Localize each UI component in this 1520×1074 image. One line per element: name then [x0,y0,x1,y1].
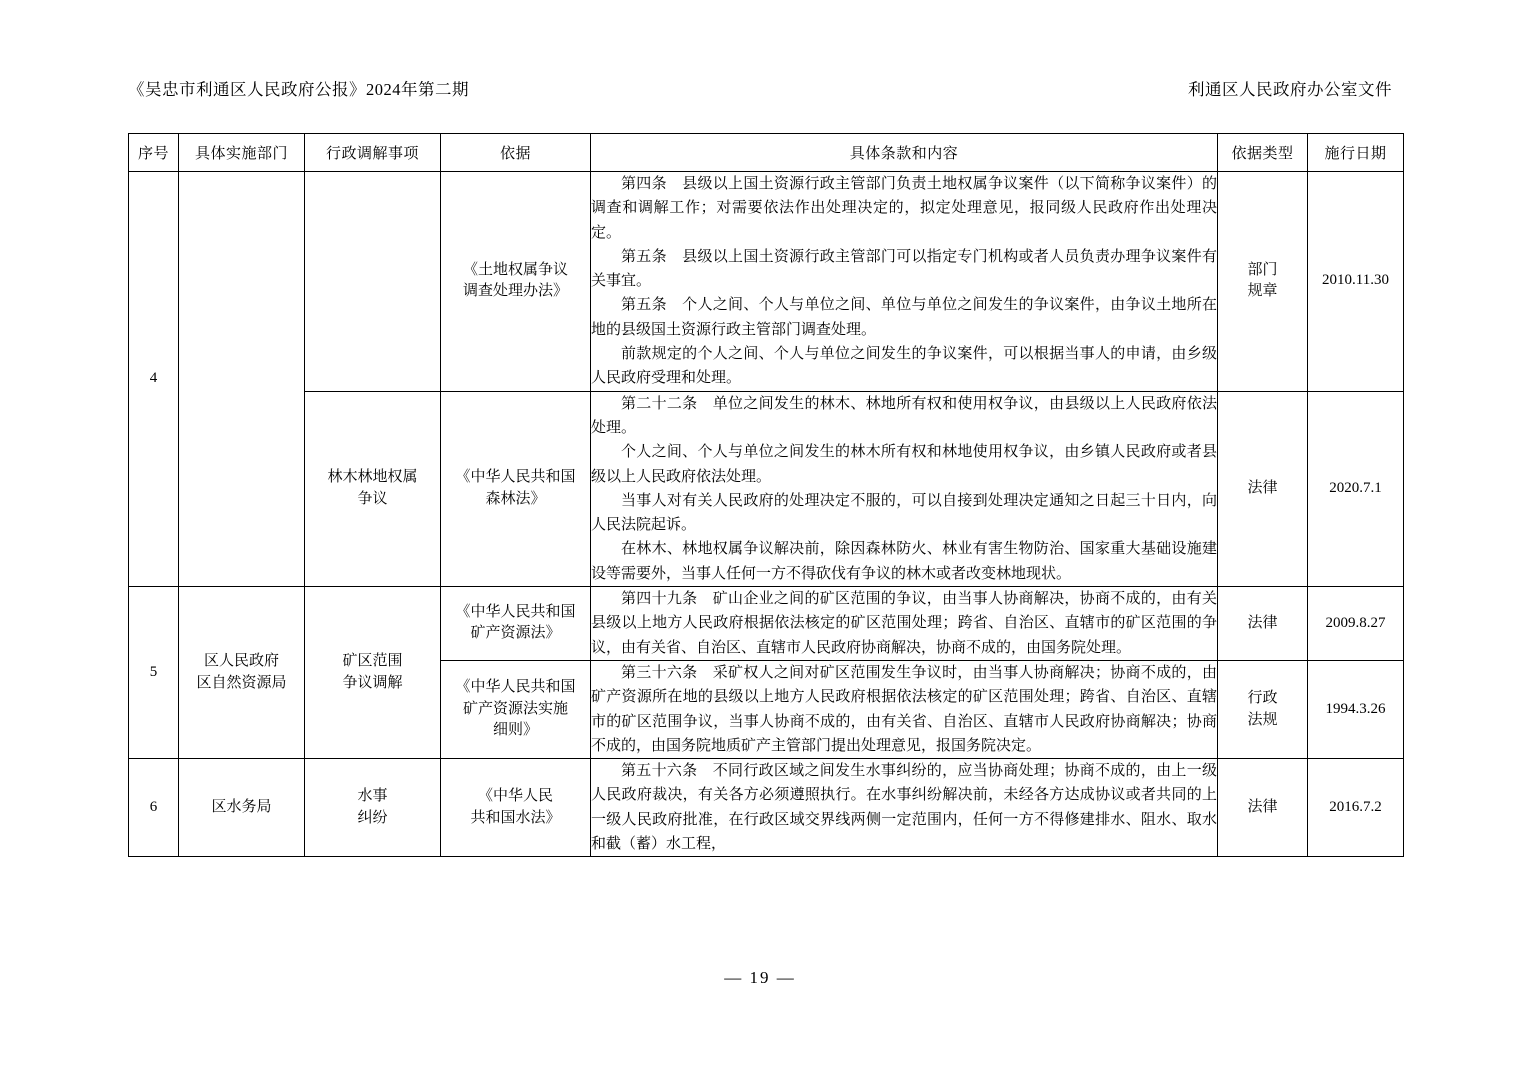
matter-line-1: 水事 [357,787,388,804]
cell-basis [441,172,591,392]
cell-content [591,660,1218,758]
department-line-1: 区人民政府 [203,652,279,669]
matter-line-2: 纠纷 [357,809,388,826]
basis-line-1: 《中华人民共和国 [455,603,576,620]
content-paragraph: 第三十六条 采矿权人之间对矿区范围发生争议时，由当事人协商解决；协商不成的，由矿产资源所在地的县级以上地方人民政府根据依法核定的矿区范围处理；跨省、自治区、直辖市的矿区范围争议，当事人协商不成的，由有关省、自治区、直辖市人民政府协商解决；协商不成的，由国务院地质矿产主管部门提出处理意见，报国务院决定。 [591,664,1217,754]
basis-line-2: 矿产资源法》 [470,625,561,642]
cell-effective-date: 2010.11.30 [1308,172,1404,392]
page-footer [0,968,1520,988]
basis-type-line-2: 法规 [1247,711,1278,728]
basis-type-line-1: 行政 [1247,689,1278,706]
cell-matter [305,172,441,392]
cell-basis [441,391,591,586]
basis-type-line-2: 规章 [1247,283,1278,300]
cell-content [591,391,1218,586]
table-row [129,587,1404,661]
cell-basis [441,660,591,758]
table-row [129,759,1404,857]
cell-effective-date: 2016.7.2 [1308,759,1404,857]
column-header-basis: 依据 [441,134,591,172]
matter-line-2: 争议调解 [342,674,403,691]
header-right-title: 利通区人民政府办公室文件 [1188,80,1392,99]
matter-line-1: 矿区范围 [342,652,403,669]
basis-line-2: 调查处理办法》 [462,283,568,300]
cell-basis-type: 法律 [1218,391,1308,586]
matter-line-2: 争议 [357,490,388,507]
cell-seq: 4 [129,172,179,587]
content-paragraph: 前款规定的个人之间、个人与单位之间发生的争议案件，可以根据当事人的申请，由乡级人民政府受理和处理。 [591,346,1217,387]
cell-department: 区水务局 [179,759,305,857]
cell-basis-type [1218,172,1308,392]
column-header-effective-date: 施行日期 [1308,134,1404,172]
basis-line-1: 《中华人民 [477,787,553,804]
cell-effective-date: 2009.8.27 [1308,587,1404,661]
table-row [129,391,1404,586]
column-header-content: 具体条款和内容 [591,134,1218,172]
header-left-title: 《吴忠市利通区人民政府公报》2024年第二期 [128,80,469,99]
content-paragraph: 第五条 县级以上国土资源行政主管部门可以指定专门机构或者人员负责办理争议案件有关事宜。 [591,248,1217,290]
basis-line-1: 《中华人民共和国 [455,469,576,486]
content-paragraph: 在林木、林地权属争议解决前，除因森林防火、林业有害生物防治、国家重大基础设施建设等需要外，当事人任何一方不得砍伐有争议的林木或者改变林地现状。 [591,541,1217,582]
cell-basis-type: 法律 [1218,587,1308,661]
content-paragraph: 当事人对有关人民政府的处理决定不服的，可以自接到处理决定通知之日起三十日内，向人民法院起诉。 [591,492,1217,534]
content-paragraph: 第五十六条 不同行政区域之间发生水事纠纷的，应当协商处理；协商不成的，由上一级人民政府裁决，有关各方必须遵照执行。在水事纠纷解决前，未经各方达成协议或者共同的上一级人民政府批准，在行政区域交界线两侧一定范围内，任何一方不得修建排水、阻水、取水和截（蓄）水工程， [591,763,1217,853]
page-header [128,76,1392,100]
basis-line-2: 矿产资源法实施 [462,700,568,717]
cell-matter [305,587,441,759]
basis-type-line-1: 部门 [1247,261,1278,278]
content-paragraph: 个人之间、个人与单位之间发生的林木所有权和林地使用权争议，由乡镇人民政府或者县级以上人民政府依法处理。 [591,444,1217,485]
basis-line-2: 森林法》 [485,490,546,507]
page-number: — 19 — [724,968,796,987]
basis-line-2: 共和国水法》 [470,809,561,826]
column-header-basis-type: 依据类型 [1218,134,1308,172]
basis-line-3: 细则》 [492,722,538,739]
department-line-2: 区自然资源局 [196,674,287,691]
cell-basis-type: 法律 [1218,759,1308,857]
content-paragraph: 第二十二条 单位之间发生的林木、林地所有权和使用权争议，由县级以上人民政府依法处理。 [591,395,1217,436]
cell-seq: 5 [129,587,179,759]
content-paragraph: 第五条 个人之间、个人与单位之间、单位与单位之间发生的争议案件，由争议土地所在地的县级国土资源行政主管部门调查处理。 [591,297,1217,338]
cell-content [591,172,1218,392]
column-header-seq: 序号 [129,134,179,172]
cell-content [591,759,1218,857]
cell-seq: 6 [129,759,179,857]
cell-basis [441,759,591,857]
cell-basis-type [1218,660,1308,758]
cell-content [591,587,1218,661]
cell-department [179,587,305,759]
cell-basis [441,587,591,661]
cell-matter [305,759,441,857]
matter-line-1: 林木林地权属 [327,469,418,486]
regulations-table [128,133,1404,857]
cell-effective-date: 2020.7.1 [1308,391,1404,586]
content-paragraph: 第四条 县级以上国土资源行政主管部门负责土地权属争议案件（以下简称争议案件）的调查和调解工作；对需要依法作出处理决定的，拟定处理意见，报同级人民政府作出处理决定。 [591,176,1217,241]
table-header-row [129,134,1404,172]
column-header-matter: 行政调解事项 [305,134,441,172]
basis-line-1: 《中华人民共和国 [455,678,576,695]
basis-line-1: 《土地权属争议 [462,261,568,278]
cell-effective-date: 1994.3.26 [1308,660,1404,758]
cell-matter [305,391,441,586]
column-header-department: 具体实施部门 [179,134,305,172]
cell-department [179,172,305,587]
content-paragraph: 第四十九条 矿山企业之间的矿区范围的争议，由当事人协商解决，协商不成的，由有关县级以上地方人民政府根据依法核定的矿区范围处理；跨省、自治区、直辖市的矿区范围的争议，由有关省、自治区、直辖市人民政府协商解决，协商不成的，由国务院处理。 [591,591,1217,656]
table-row [129,172,1404,392]
